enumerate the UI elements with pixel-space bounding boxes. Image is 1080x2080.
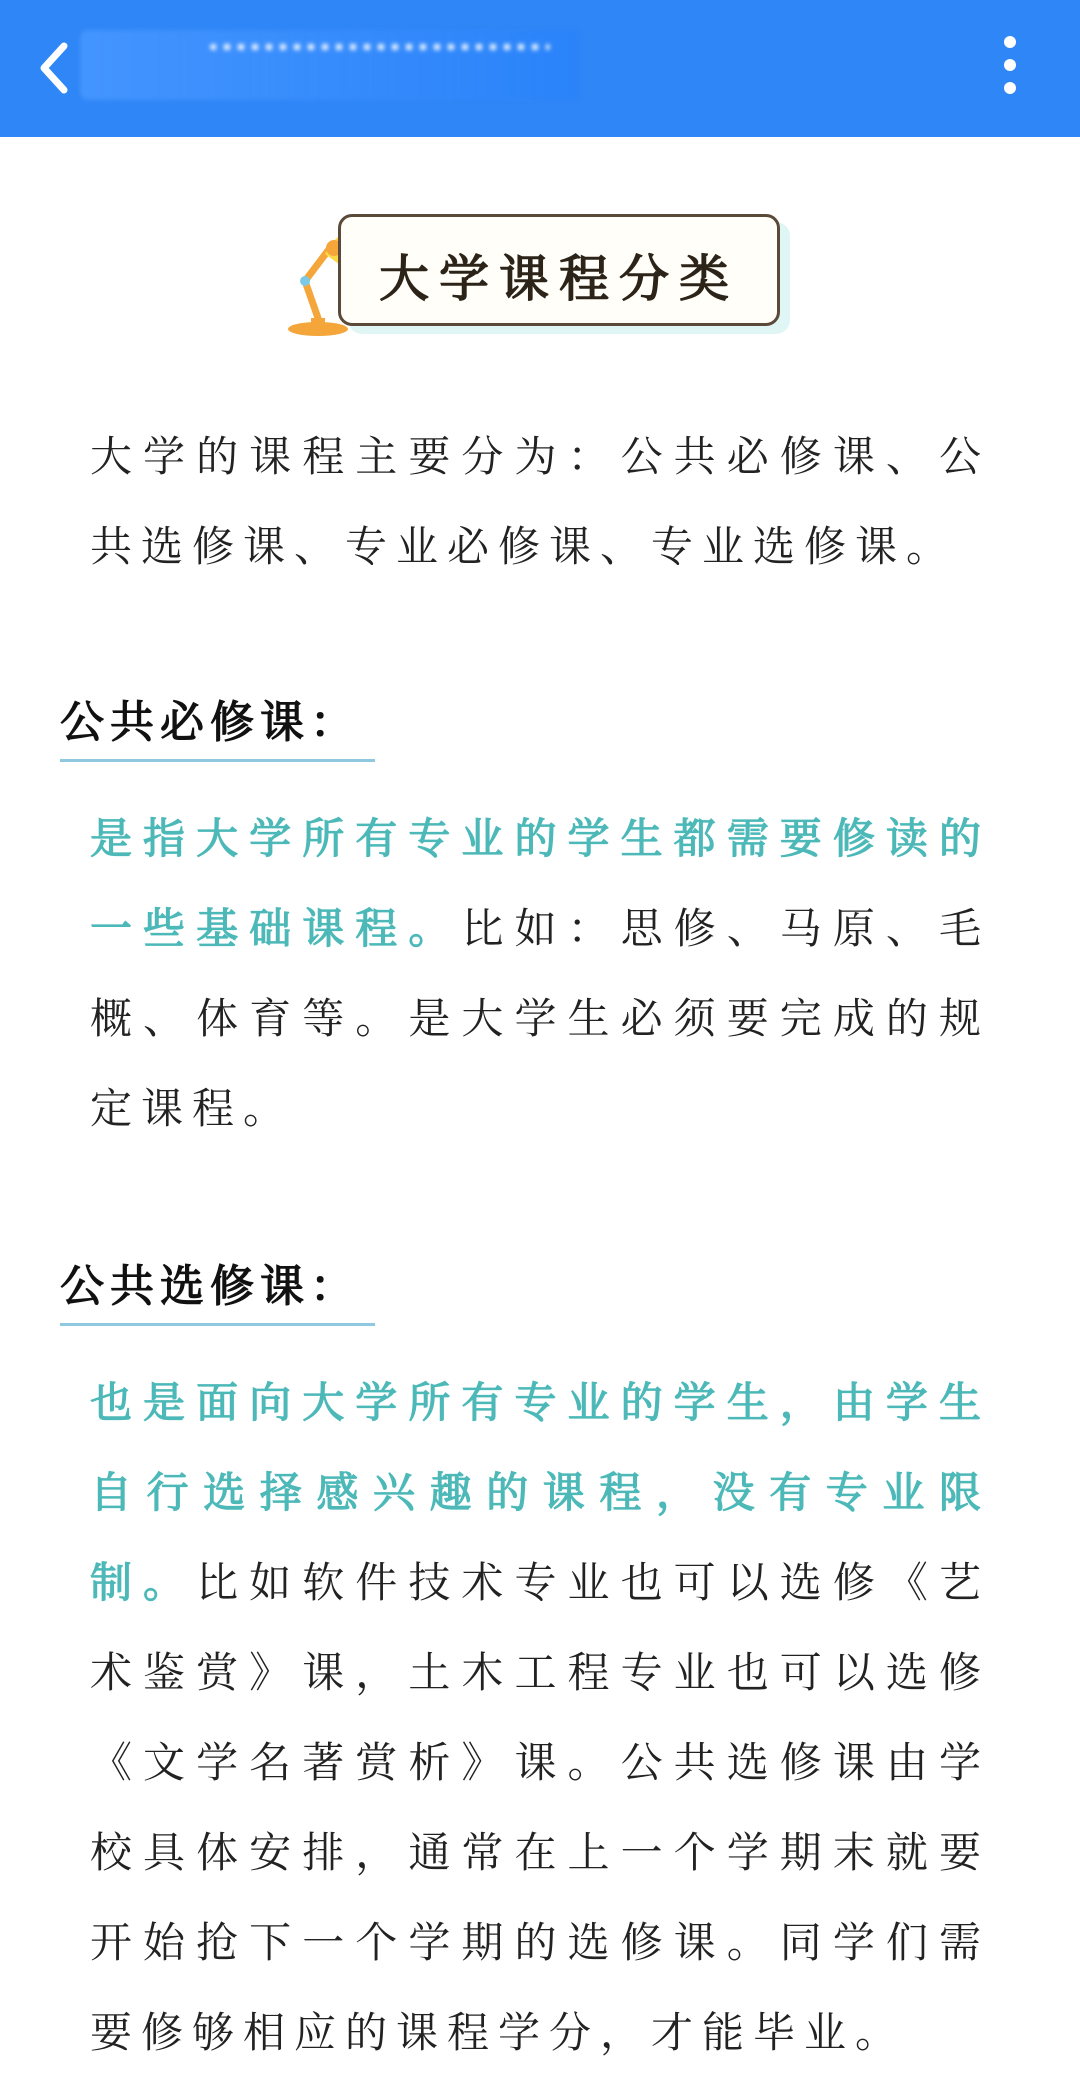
- body-text: 比如：思修、马原、毛概、体育等。是大学生必须要完成的规定课程。: [90, 904, 990, 1133]
- header-card: [338, 214, 780, 326]
- section-divider: [60, 1323, 375, 1326]
- page-title: 大学课程分类: [379, 250, 739, 308]
- more-vertical-icon[interactable]: [1000, 36, 1020, 100]
- section-title-public-elective: 公共选修课：: [60, 1261, 360, 1312]
- highlight-text: 也是面向大学所有专业的学生，由学生自行选择感兴趣的课程，没有专业限制。: [90, 1378, 990, 1607]
- intro-paragraph: 大学的课程主要分为：公共必修课、公共选修课、专业必修课、专业选修课。: [90, 432, 990, 571]
- top-app-bar: [0, 0, 1080, 137]
- section-body-public-required: [90, 794, 990, 1154]
- highlight-text: 是指大学所有专业的学生都需要修读的一些基础课程。: [90, 814, 990, 953]
- section-body-public-elective: [90, 1358, 990, 2078]
- section-title-public-required: 公共必修课：: [60, 697, 360, 748]
- body-text: 比如软件技术专业也可以选修《艺术鉴赏》课，土木工程专业也可以选修《文学名著赏析》课。公共选修课由学校具体安排，通常在上一个学期末就要开始抢下一个学期的选修课。同学们需要修够相应的课程学分，才能毕业。: [90, 1558, 990, 2057]
- page-title-blurred: [80, 30, 580, 100]
- back-arrow-icon[interactable]: [30, 36, 80, 100]
- section-divider: [60, 759, 375, 762]
